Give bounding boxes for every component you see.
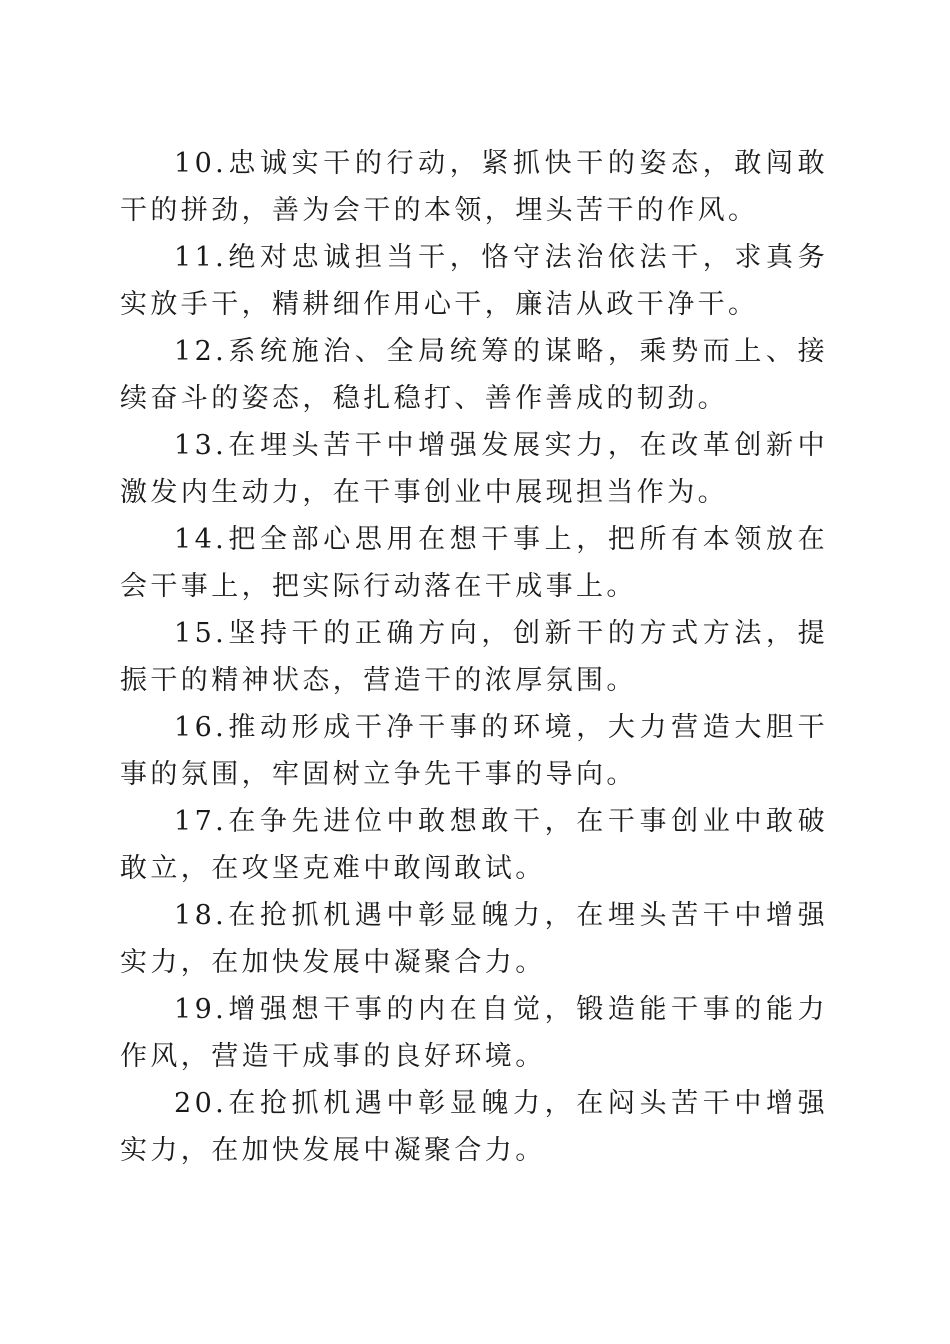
- list-item: 12.系统施治、全局统筹的谋略，乘势而上、接续奋斗的姿态，稳扎稳打、善作善成的韧劲。: [120, 336, 828, 414]
- list-item: 18.在抢抓机遇中彰显魄力，在埋头苦干中增强实力，在加快发展中凝聚合力。: [120, 900, 828, 978]
- list-item: 20.在抢抓机遇中彰显魄力，在闷头苦干中增强实力，在加快发展中凝聚合力。: [120, 1088, 828, 1166]
- list-item: 14.把全部心思用在想干事上，把所有本领放在会干事上，把实际行动落在干成事上。: [120, 524, 828, 602]
- list-item: 10.忠诚实干的行动，紧抓快干的姿态，敢闯敢干的拼劲，善为会干的本领，埋头苦干的作风。: [120, 148, 828, 226]
- list-item: 16.推动形成干净干事的环境，大力营造大胆干事的氛围，牢固树立争先干事的导向。: [120, 712, 828, 790]
- list-item: 11.绝对忠诚担当干，恪守法治依法干，求真务实放手干，精耕细作用心干，廉洁从政干净干。: [120, 242, 828, 320]
- list-item: 19.增强想干事的内在自觉，锻造能干事的能力作风，营造干成事的良好环境。: [120, 994, 828, 1072]
- list-item: 15.坚持干的正确方向，创新干的方式方法，提振干的精神状态，营造干的浓厚氛围。: [120, 618, 828, 696]
- list-item: 13.在埋头苦干中增强发展实力，在改革创新中激发内生动力，在干事创业中展现担当作为。: [120, 430, 828, 508]
- list-item: 17.在争先进位中敢想敢干，在干事创业中敢破敢立，在攻坚克难中敢闯敢试。: [120, 806, 828, 884]
- document-body: [120, 140, 828, 1174]
